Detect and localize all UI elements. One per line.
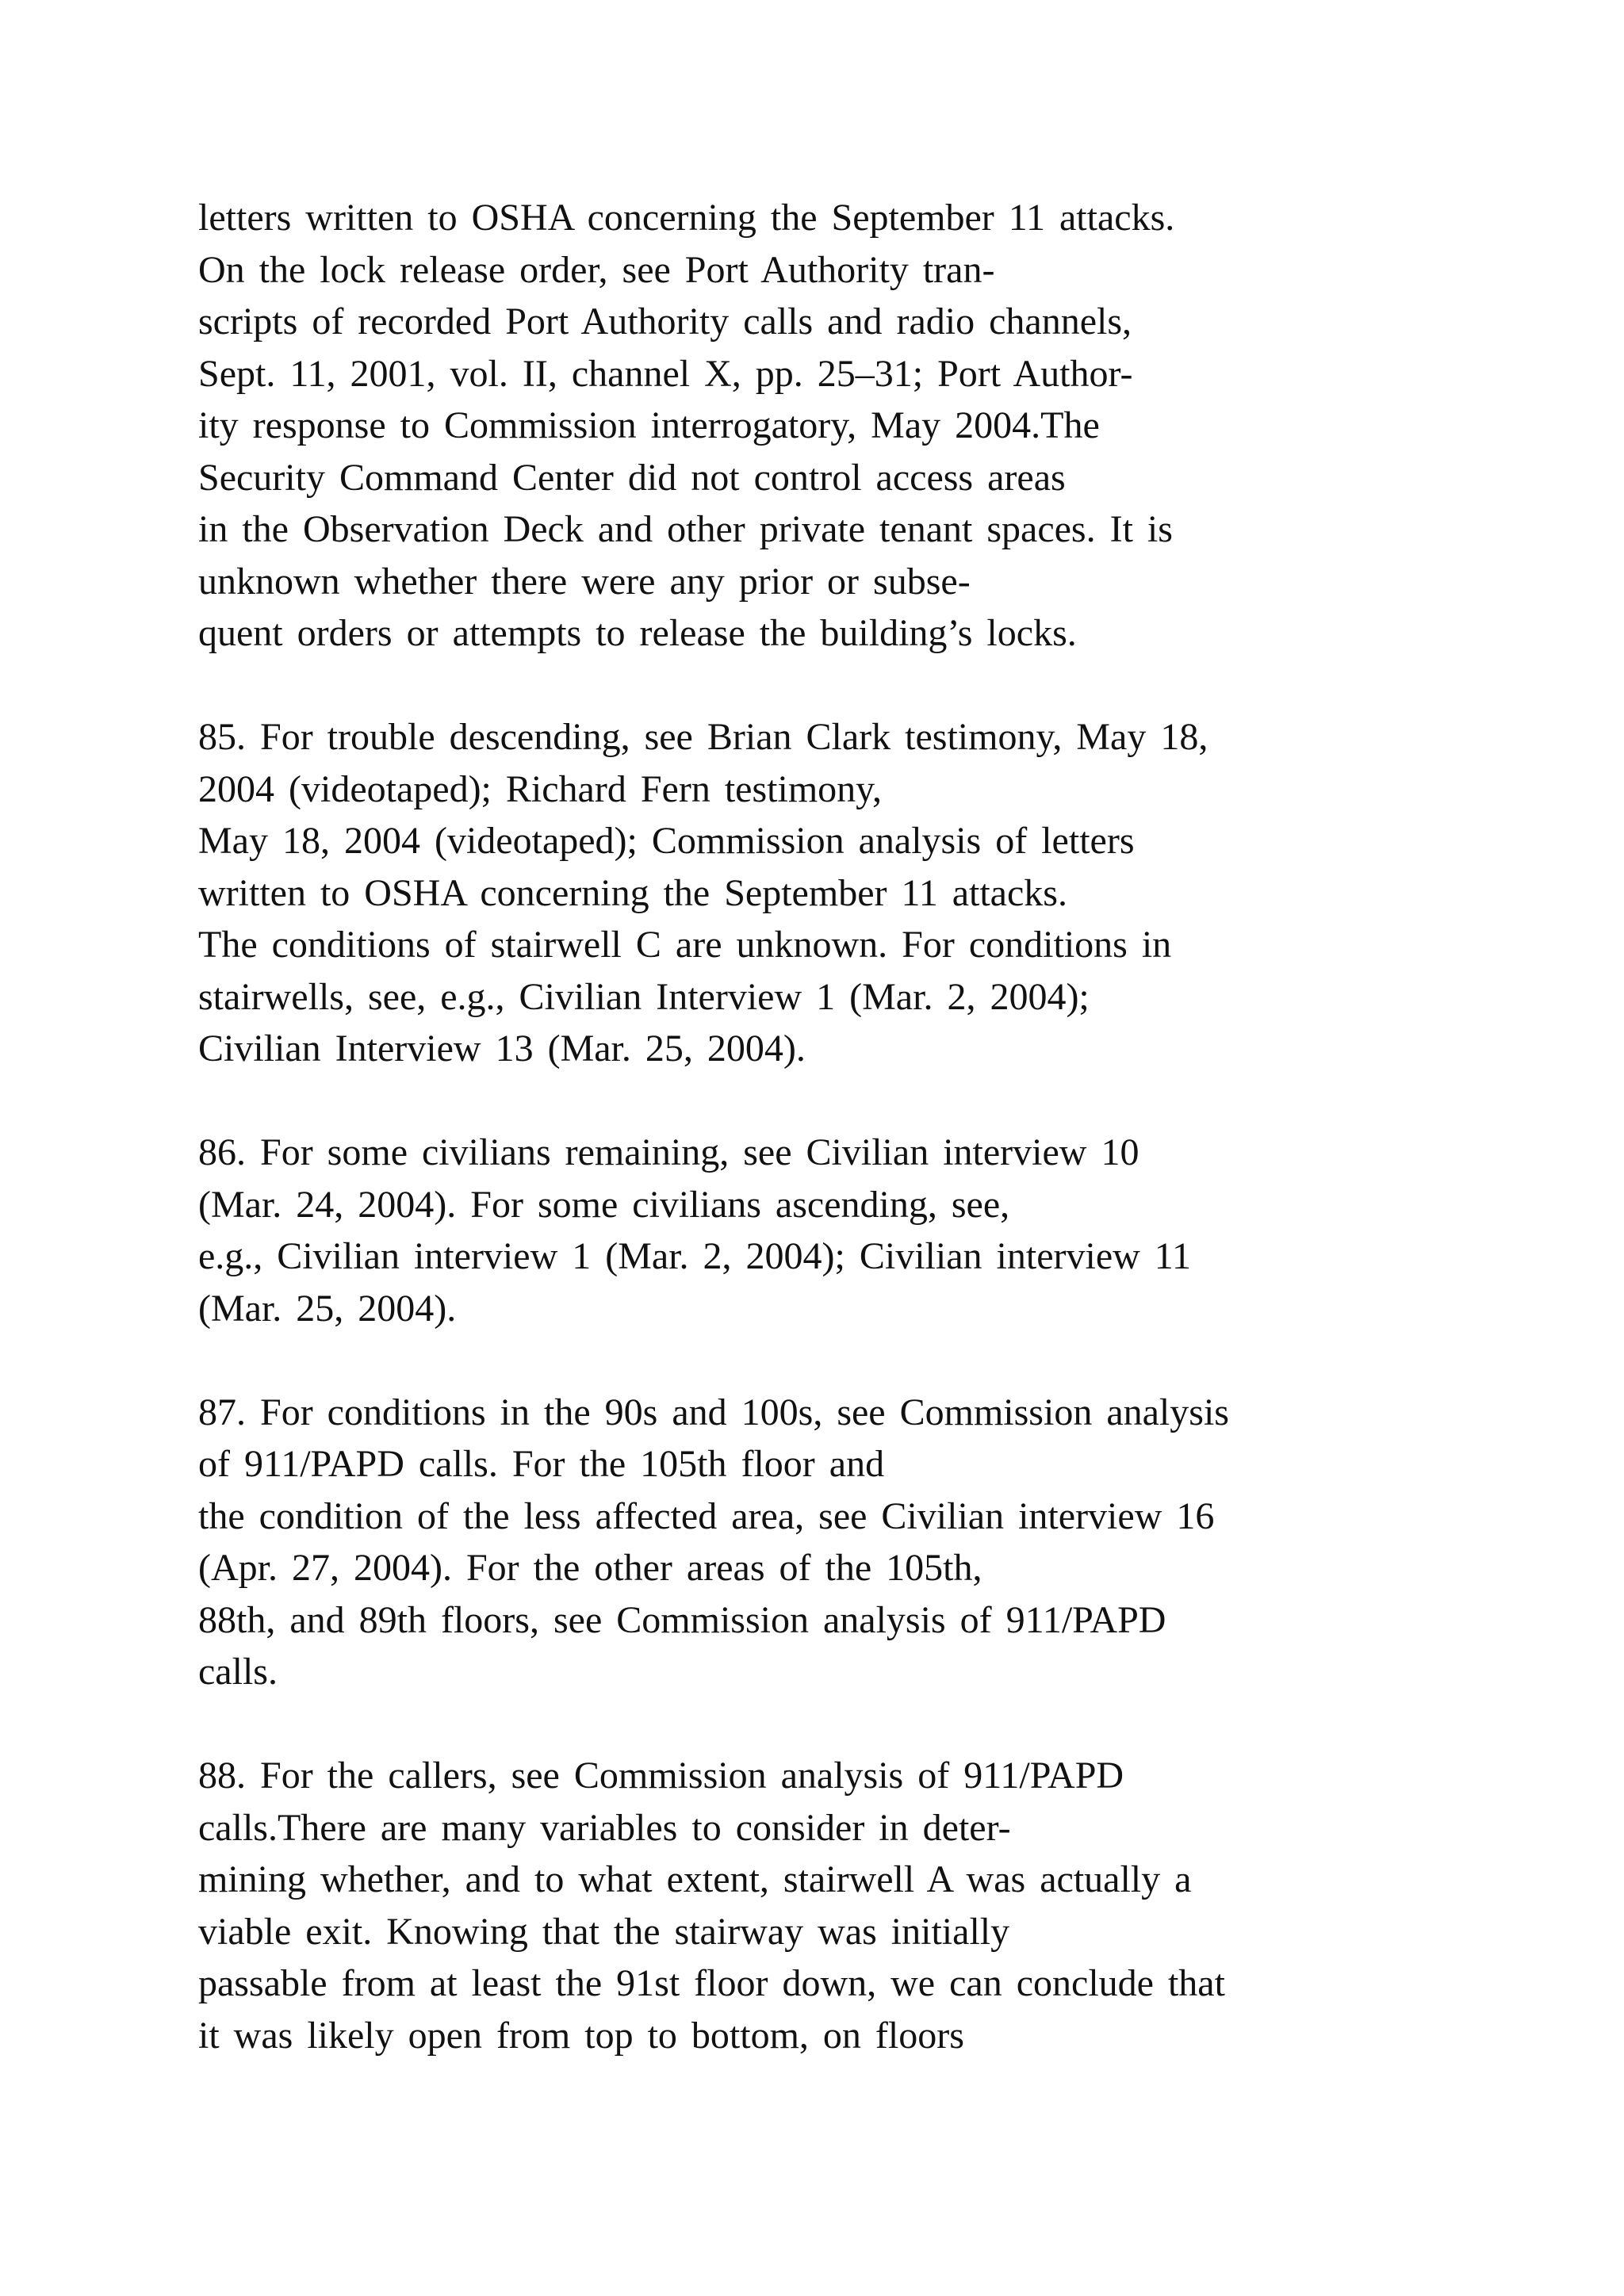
text-line: of 911/PAPD calls. For the 105th floor and [198, 1443, 885, 1485]
text-line: scripts of recorded Port Authority calls and radio channels, [198, 300, 1132, 342]
text-line: 88. For the callers, see Commission analysis of 911/PAPD [198, 1755, 1124, 1797]
text-line: mining whether, and to what extent, stairwell A was actually a [198, 1858, 1192, 1900]
text-line: passable from at least the 91st floor down, we can conclude that [198, 1962, 1225, 2004]
text-line: Sept. 11, 2001, vol. II, channel X, pp. 25–31; Port Author- [198, 352, 1133, 395]
text-line: The conditions of stairwell C are unknown. For conditions in [198, 924, 1172, 966]
text-line: in the Observation Deck and other private tenant spaces. It is [198, 508, 1173, 550]
text-line: May 18, 2004 (videotaped); Commission analysis of letters [198, 820, 1135, 862]
text-line: (Mar. 24, 2004). For some civilians ascending, see, [198, 1183, 1010, 1226]
paragraph-continued-note [198, 192, 1515, 660]
text-line: stairwells, see, e.g., Civilian Interview 1 (Mar. 2, 2004); [198, 975, 1090, 1018]
text-line: it was likely open from top to bottom, on floors [198, 2014, 964, 2057]
text-line: the condition of the less affected area, see Civilian interview 16 [198, 1494, 1215, 1537]
text-line: letters written to OSHA concerning the September 11 attacks. [198, 197, 1175, 239]
paragraph-note-88 [198, 1750, 1515, 2061]
endnotes-text [198, 192, 1515, 2114]
paragraph-note-86 [198, 1127, 1515, 1334]
text-line: Security Command Center did not control access areas [198, 456, 1066, 499]
text-line: (Apr. 27, 2004). For the other areas of the 105th, [198, 1547, 982, 1589]
text-line: (Mar. 25, 2004). [198, 1287, 457, 1330]
text-line: calls.There are many variables to consider in deter- [198, 1806, 1011, 1849]
text-line: 86. For some civilians remaining, see Civilian interview 10 [198, 1131, 1139, 1173]
text-line: 88th, and 89th floors, see Commission analysis of 911/PAPD [198, 1598, 1166, 1641]
paragraph-note-85 [198, 711, 1515, 1075]
text-line: 87. For conditions in the 90s and 100s, see Commission analysis [198, 1391, 1229, 1433]
text-line: 2004 (videotaped); Richard Fern testimony, [198, 767, 883, 810]
text-line: e.g., Civilian interview 1 (Mar. 2, 2004); Civilian interview 11 [198, 1235, 1192, 1277]
text-line: viable exit. Knowing that the stairway was initially [198, 1910, 1010, 1953]
text-line: On the lock release order, see Port Authority tran- [198, 248, 995, 291]
text-line: 85. For trouble descending, see Brian Clark testimony, May 18, [198, 716, 1208, 758]
text-line: unknown whether there were any prior or subse- [198, 560, 971, 603]
text-line: quent orders or attempts to release the building’s locks. [198, 612, 1077, 654]
text-line: calls. [198, 1651, 278, 1693]
paragraph-note-87 [198, 1387, 1515, 1698]
text-line: Civilian Interview 13 (Mar. 25, 2004). [198, 1027, 806, 1070]
text-line: ity response to Commission interrogatory, May 2004.The [198, 404, 1100, 446]
text-line: written to OSHA concerning the September 11 attacks. [198, 871, 1067, 914]
